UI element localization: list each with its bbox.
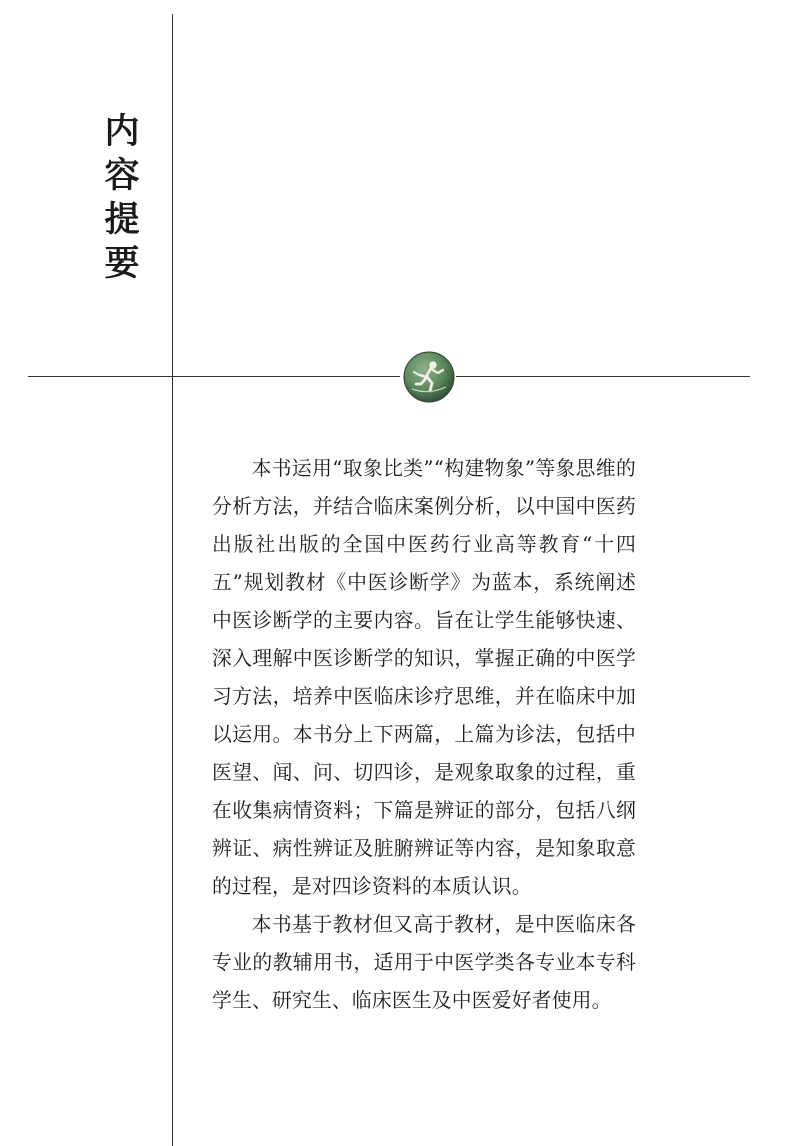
vertical-rule: [172, 14, 173, 1146]
title-char: 内: [104, 112, 140, 152]
ornamental-medallion-icon: [403, 351, 455, 403]
horizontal-rule-right: [456, 376, 750, 377]
section-title: [96, 110, 148, 286]
title-char: 要: [104, 244, 140, 284]
paragraph: 本书基于教材但又高于教材，是中医临床各专业的教辅用书，适用于中医学类各专业本专科学生、研究生、临床医生及中医爱好者使用。: [212, 913, 636, 1012]
paragraph: 本书运用“取象比类”“构建物象”等象思维的分析方法，并结合临床案例分析，以中国中医药出版社出版的全国中医药行业高等教育“十四五”规划教材《中医诊断学》为蓝本，系统阐述中医诊断学的主要内容。旨在让学生能够快速、深入理解中医诊断学的知识，掌握正确的中医学习方法，培养中医临床诊疗思维，并在临床中加以运用。本书分上下两篇，上篇为诊法，包括中医望、闻、问、切四诊，是观象取象的过程，重在收集病情资料；下篇是辨证的部分，包括八纲辨证、病性辨证及脏腑辨证等内容，是知象取意的过程，是对四诊资料的本质认识。: [212, 457, 636, 898]
summary-text: [212, 450, 636, 1020]
title-char: 提: [104, 200, 140, 240]
title-char: 容: [104, 156, 140, 196]
horizontal-rule-left: [28, 376, 400, 377]
